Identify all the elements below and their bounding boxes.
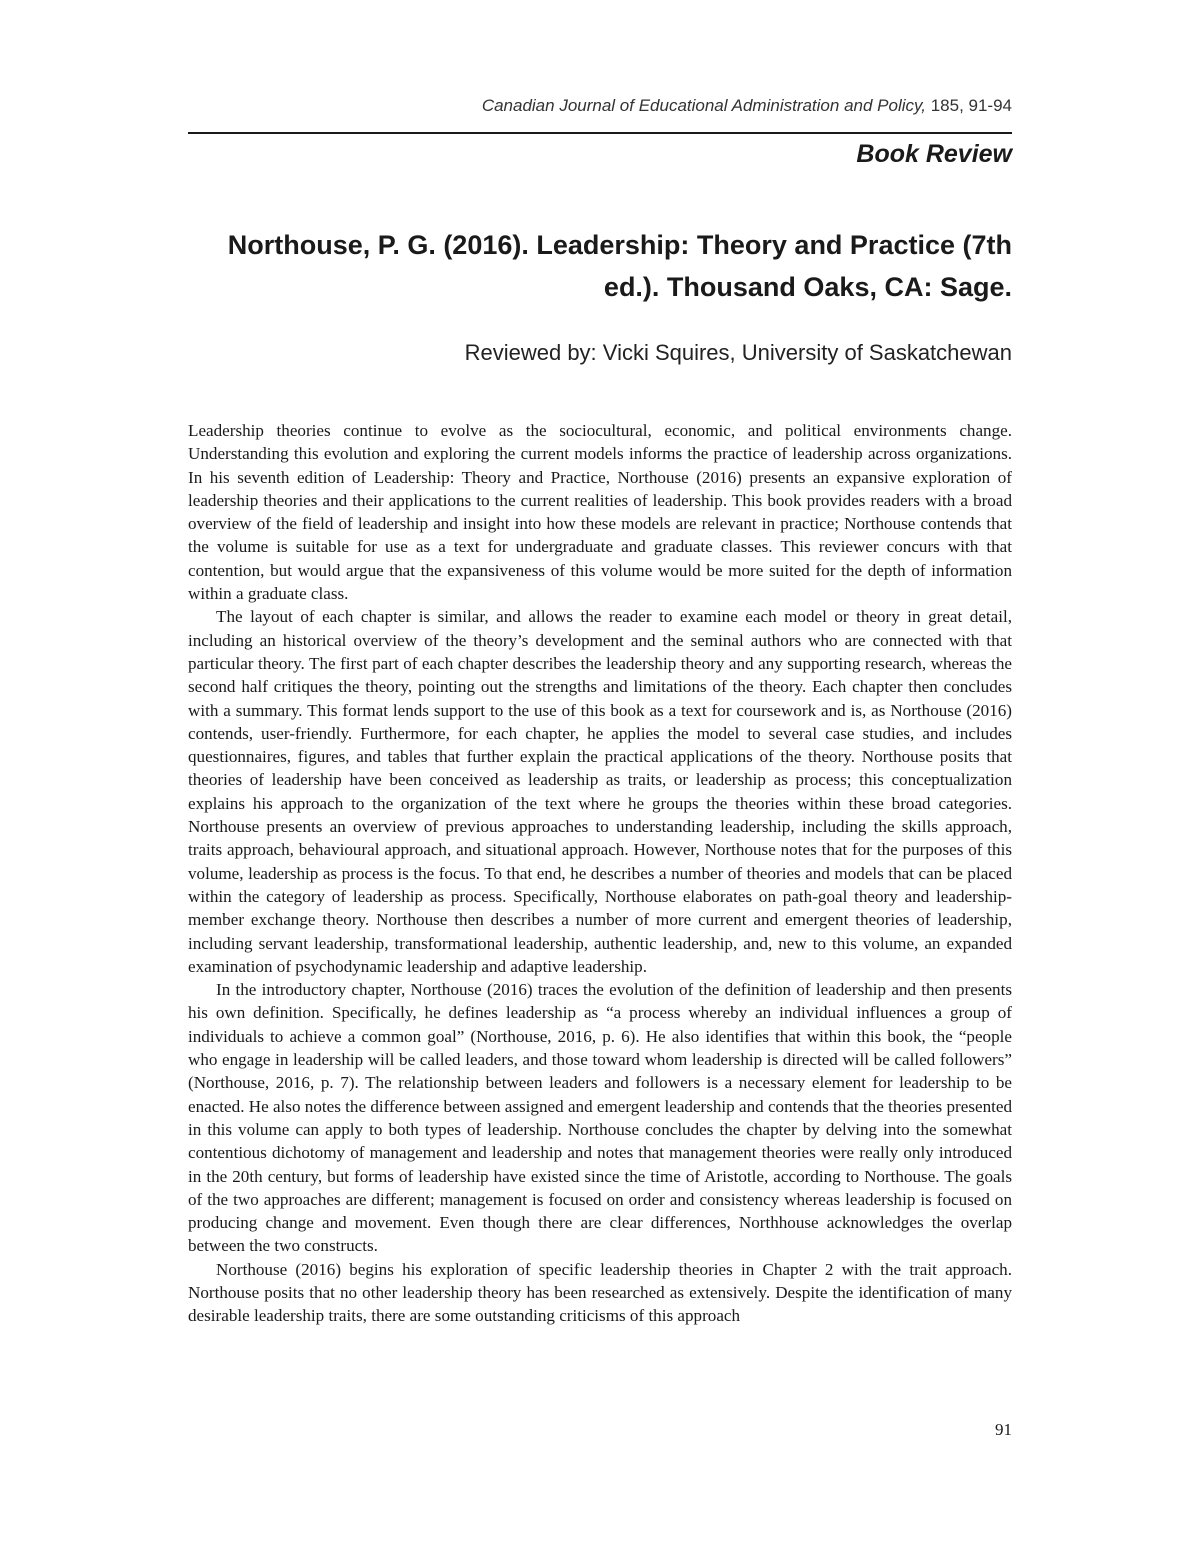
body-paragraph: Leadership theories continue to evolve as the sociocultural, economic, and political environments change. Understanding this evolution and exploring the current models informs the practice of leadership across organizations. In his seventh edition of Leadership: Theory and Practice, Northouse (2016) presents an expansive exploration of leadership theories and their applications to the current realities of leadership. This book provides readers with a broad overview of the field of leadership and insight into how these models are relevant in practice; Northouse contends that the volume is suitable for use as a text for undergraduate and graduate classes. This reviewer concurs with that contention, but would argue that the expansiveness of this volume would be more suited for the depth of information within a graduate class. <box>188 421 1012 604</box>
journal-page <box>188 0 1012 1553</box>
header-rule <box>188 132 1012 134</box>
body-paragraph: In the introductory chapter, Northouse (2016) traces the evolution of the definition of leadership and then presents his own definition. Specifically, he defines leadership as “a process whereby an individual influences a group of individuals to achieve a common goal” (Northouse, 2016, p. 6). He also identifies that within this book, the “people who engage in leadership will be called leaders, and those toward whom leadership is directed will be called followers” (Northouse, 2016, p. 7). The relationship between leaders and followers is a necessary element for leadership to be enacted. He also notes the difference between assigned and emergent leadership and contends that the theories presented in this volume can apply to both types of leadership. Northouse concludes the chapter by delving into the somewhat contentious dichotomy of management and leadership and notes that management theories were really only introduced in the 20th century, but forms of leadership have existed since the time of Aristotle, according to Northouse. The goals of the two approaches are different; management is focused on order and consistency whereas leadership is focused on producing change and movement. Even though there are clear differences, Northhouse acknowledges the overlap between the two constructs. <box>188 980 1012 1256</box>
reviewer-byline: Reviewed by: Vicki Squires, University of Saskatchewan <box>464 340 1012 365</box>
citation-line-2: ed.). Thousand Oaks, CA: Sage. <box>603 272 1012 302</box>
journal-name: Canadian Journal of Educational Administration and Policy, <box>481 96 926 115</box>
book-citation <box>188 224 1012 308</box>
body-paragraph: The layout of each chapter is similar, and allows the reader to examine each model or theory in great detail, including an historical overview of the theory’s development and the seminal authors who are connected with that particular theory. The first part of each chapter describes the leadership theory and any supporting research, whereas the second half critiques the theory, pointing out the strengths and limitations of the theory. Each chapter then concludes with a summary. This format lends support to the use of this book as a text for coursework and is, as Northouse (2016) contends, user-friendly. Furthermore, for each chapter, he applies the model to several case studies, and includes questionnaires, figures, and tables that further explain the practical applications of the theory. Northouse posits that theories of leadership have been conceived as leadership as traits, or leadership as process; this conceptualization explains his approach to the organization of the text where he groups the theories within these broad categories. Northouse presents an overview of previous approaches to understanding leadership, including the skills approach, traits approach, behavioural approach, and situational approach. However, Northouse notes that for the purposes of this volume, leadership as process is the focus. To that end, he describes a number of theories and models that can be placed within the category of leadership as process. Specifically, Northouse elaborates on path-goal theory and leadership-member exchange theory. Northouse then describes a number of more current and emergent theories of leadership, including servant leadership, transformational leadership, authentic leadership, and, new to this volume, an expanded examination of psychodynamic leadership and adaptive leadership. <box>188 607 1012 976</box>
body-paragraph: Northouse (2016) begins his exploration of specific leadership theories in Chapter 2 with the trait approach. Northouse posits that no other leadership theory has been researched as extensively. Despite the identification of many desirable leadership traits, there are some outstanding criticisms of this approach <box>188 1259 1012 1326</box>
issue-pages: 185, 91-94 <box>930 96 1012 115</box>
page-number: 91 <box>995 1420 1012 1439</box>
citation-line-1: Northouse, P. G. (2016). Leadership: Theory and Practice (7th <box>227 230 1012 260</box>
running-header <box>188 96 1012 116</box>
review-body <box>188 419 1012 1328</box>
section-label: Book Review <box>856 140 1012 168</box>
